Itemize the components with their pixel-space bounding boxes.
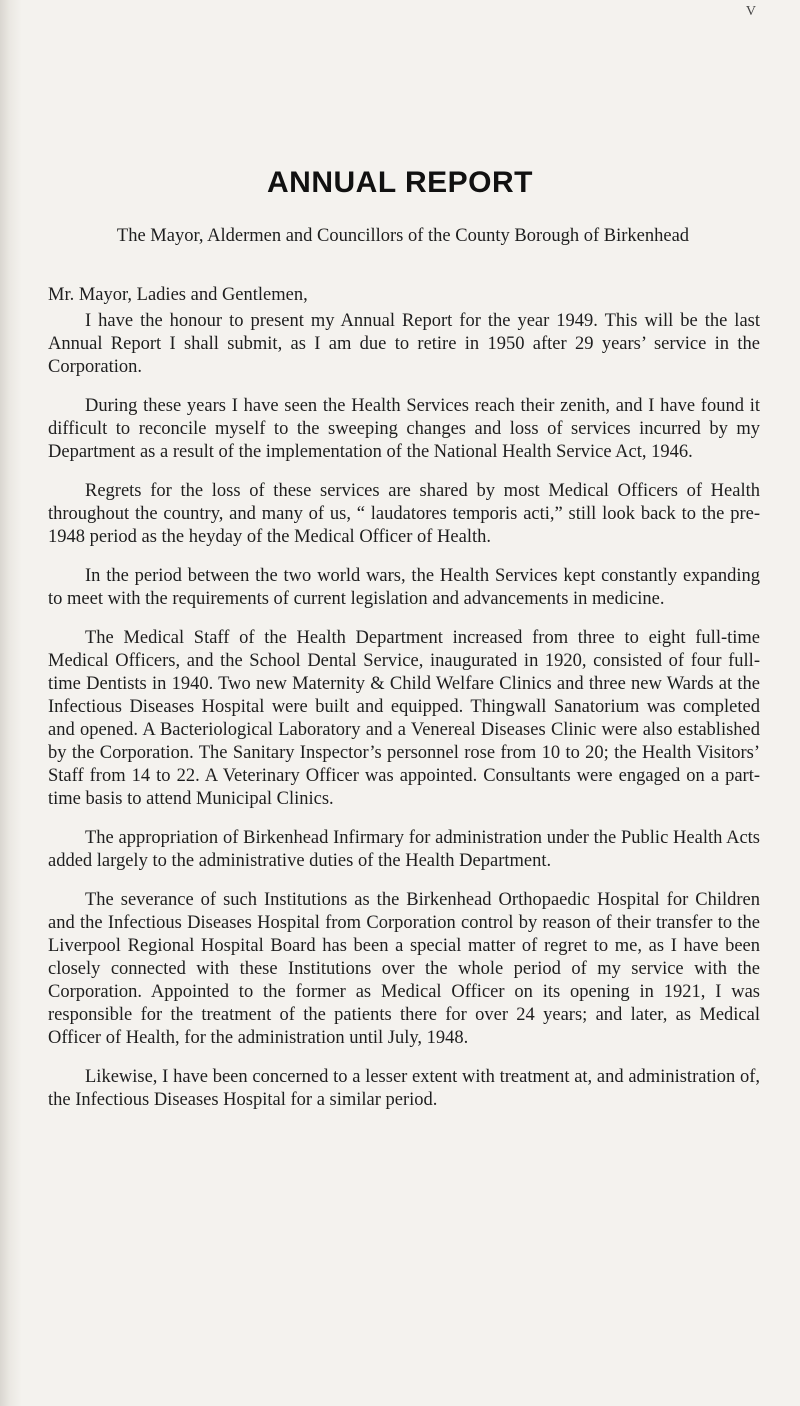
page-edge-shadow (0, 0, 22, 1406)
paragraph-2: During these years I have seen the Health Services reach their zenith, and I have found it difficult to reconcile myself to the sweeping changes and loss of services incurred by my Department as a result of the implementation of the National Health Service Act, 1946. (48, 396, 760, 462)
paragraph-3: Regrets for the loss of these services are shared by most Medical Officers of Health throughout the country, and many of us, “ laudatores temporis acti,” still look back to the pre-1948 period as the heyday of the Medical Officer of Health. (48, 481, 760, 547)
report-body (48, 310, 760, 1128)
paragraph-6: The appropriation of Birkenhead Infirmary for administration under the Public Health Acts added largely to the administrative duties of the Health Department. (48, 828, 760, 871)
paragraph-4: In the period between the two world wars, the Health Services kept constantly expanding to meet with the requirements of current legislation and advancements in medicine. (48, 566, 760, 609)
paragraph-7: The severance of such Institutions as the Birkenhead Orthopaedic Hospital for Children and the Infectious Diseases Hospital from Corporation control by reason of their transfer to the Liverpool Regional Hospital Board has been a special matter of regret to me, as I have been closely connected with these Institutions over the whole period of my service with the Corporation. Appointed to the former as Medical Officer on its opening in 1921, I was responsible for the treatment of the patients there for over 24 years; and later, as Medical Officer of Health, for the administration until July, 1948. (48, 890, 760, 1048)
salutation: Mr. Mayor, Ladies and Gentlemen, (48, 285, 308, 305)
page-number: V (745, 4, 756, 19)
paragraph-8: Likewise, I have been concerned to a lesser extent with treatment at, and administration of, the Infectious Diseases Hospital for a similar period. (48, 1067, 760, 1110)
addressee: The Mayor, Aldermen and Councillors of the County Borough of Birkenhead (116, 226, 690, 246)
paragraph-1: I have the honour to present my Annual Report for the year 1949. This will be the last Annual Report I shall submit, as I am due to retire in 1950 after 29 years’ service in the Corporation. (48, 311, 760, 377)
paragraph-5: The Medical Staff of the Health Department increased from three to eight full-time Medical Officers, and the School Dental Service, inaugurated in 1920, consisted of four full-time Dentists in 1940. Two new Maternity & Child Welfare Clinics and three new Wards at the Infectious Diseases Hospital were built and equipped. Thingwall Sanatorium was completed and opened. A Bacteriological Laboratory and a Venereal Diseases Clinic were also established by the Corporation. The Sanitary Inspector’s personnel rose from 10 to 20; the Health Visitors’ Staff from 14 to 22. A Veterinary Officer was appointed. Consultants were engaged on a part-time basis to attend Municipal Clinics. (48, 628, 760, 809)
report-title: ANNUAL REPORT (267, 166, 533, 199)
